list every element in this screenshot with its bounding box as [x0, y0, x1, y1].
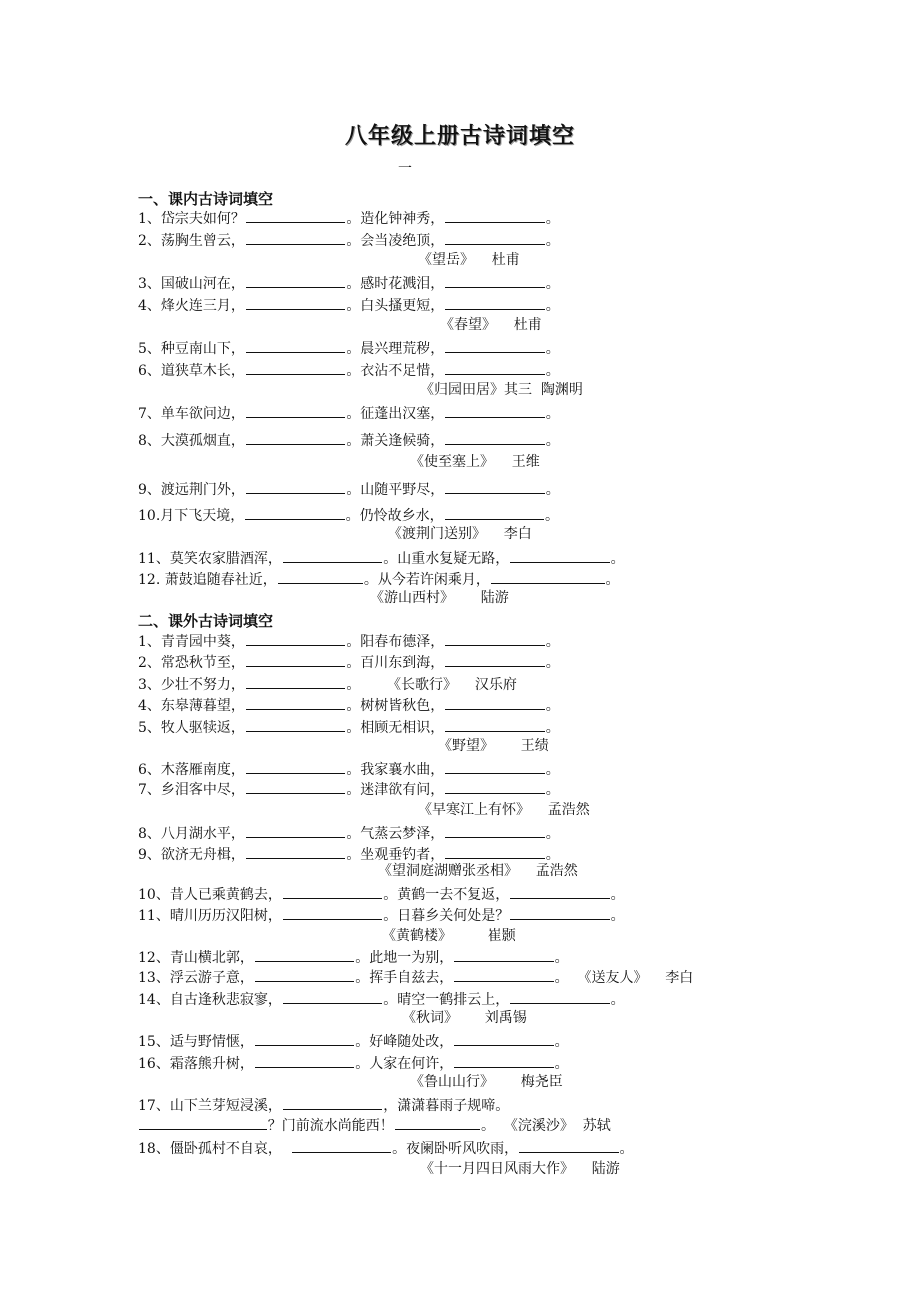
- answer-blank[interactable]: [255, 1031, 354, 1046]
- answer-blank[interactable]: [139, 1115, 267, 1130]
- fill-in-line: 7、单车欲问边， 。征蓬出汉塞， 。: [138, 403, 560, 422]
- fill-in-line: 4、东皋薄暮望， 。树树皆秋色， 。: [138, 695, 560, 714]
- answer-blank[interactable]: [445, 759, 544, 774]
- answer-blank[interactable]: [510, 548, 609, 563]
- poem-source: 《野望》 王绩: [438, 738, 549, 754]
- section-heading: 二、课外古诗词填空: [138, 612, 274, 630]
- poem-source: 《春望》 杜甫: [440, 317, 542, 333]
- answer-blank[interactable]: [255, 967, 354, 982]
- answer-blank[interactable]: [246, 338, 345, 353]
- answer-blank[interactable]: [445, 208, 544, 223]
- poem-source: 《鲁山山行》 梅尧臣: [410, 1074, 563, 1090]
- answer-blank[interactable]: [246, 823, 345, 838]
- answer-blank[interactable]: [246, 273, 345, 288]
- poem-source: 《使至塞上》 王维: [410, 454, 540, 470]
- fill-in-line: 18、僵卧孤村不自哀， 。夜阑卧听风吹雨， 。: [138, 1138, 634, 1157]
- answer-blank[interactable]: [445, 403, 544, 418]
- answer-blank[interactable]: [246, 479, 345, 494]
- answer-blank[interactable]: [246, 631, 345, 646]
- fill-in-line: 2、荡胸生曾云， 。会当凌绝顶， 。: [138, 230, 560, 249]
- answer-blank[interactable]: [445, 779, 544, 794]
- answer-blank[interactable]: [283, 548, 382, 563]
- answer-blank[interactable]: [445, 360, 544, 375]
- fill-in-line: 11、晴川历历汉阳树， 。日暮乡关何处是？ 。: [138, 905, 625, 924]
- answer-blank[interactable]: [510, 989, 609, 1004]
- fill-in-line: 12. 萧鼓追随春社近， 。从今若许闲乘月， 。: [138, 569, 620, 588]
- answer-blank[interactable]: [283, 989, 382, 1004]
- fill-in-line: 1、岱宗夫如何？ 。造化钟神秀， 。: [138, 208, 560, 227]
- answer-blank[interactable]: [246, 717, 345, 732]
- poem-source: 《渡荆门送别》 李白: [388, 526, 532, 542]
- answer-blank[interactable]: [454, 947, 553, 962]
- answer-blank[interactable]: [283, 905, 382, 920]
- fill-in-line: 12、青山横北郭， 。此地一为别， 。: [138, 947, 569, 966]
- fill-in-line: 5、牧人驱犊返， 。相顾无相识， 。: [138, 717, 560, 736]
- answer-blank[interactable]: [454, 1053, 553, 1068]
- section-heading: 一、课内古诗词填空: [138, 190, 274, 208]
- poem-source: 《早寒江上有怀》 孟浩然: [418, 802, 590, 818]
- answer-blank[interactable]: [246, 295, 345, 310]
- page-number: 一: [398, 161, 412, 177]
- fill-in-line: 1、青青园中葵， 。阳春布德泽， 。: [138, 631, 560, 650]
- poem-source: 《游山西村》 陆游: [370, 590, 509, 606]
- fill-in-line: 15、适与野情惬， 。好峰随处改， 。: [138, 1031, 569, 1050]
- answer-blank[interactable]: [445, 823, 544, 838]
- answer-blank[interactable]: [246, 695, 345, 710]
- fill-in-line: 9、渡远荆门外， 。山随平野尽， 。: [138, 479, 560, 498]
- poem-source: 《秋词》 刘禹锡: [402, 1010, 527, 1026]
- answer-blank[interactable]: [246, 779, 345, 794]
- fill-in-line: 14、自古逢秋悲寂寥， 。晴空一鹤排云上， 。: [138, 989, 625, 1008]
- answer-blank[interactable]: [454, 967, 553, 982]
- fill-in-line: 10、昔人已乘黄鹤去， 。黄鹤一去不复返， 。: [138, 884, 625, 903]
- answer-blank[interactable]: [445, 295, 544, 310]
- fill-in-line: 5、种豆南山下， 。晨兴理荒秽， 。: [138, 338, 560, 357]
- poem-source: 《望洞庭湖赠张丞相》 孟浩然: [378, 863, 578, 879]
- answer-blank[interactable]: [510, 905, 609, 920]
- answer-blank[interactable]: [445, 430, 544, 445]
- answer-blank[interactable]: [283, 1095, 382, 1110]
- answer-blank[interactable]: [445, 844, 544, 859]
- answer-blank[interactable]: [445, 695, 544, 710]
- answer-blank[interactable]: [246, 208, 345, 223]
- fill-in-line: 3、少壮不努力， 。 《长歌行》 汉乐府: [138, 674, 517, 693]
- answer-blank[interactable]: [445, 631, 544, 646]
- answer-blank[interactable]: [246, 652, 345, 667]
- answer-blank[interactable]: [283, 884, 382, 899]
- fill-in-line: 9、欲济无舟楫， 。坐观垂钓者， 。: [138, 844, 560, 863]
- answer-blank[interactable]: [519, 1138, 618, 1153]
- fill-in-line: ？门前流水尚能西！ 。 《浣溪沙》 苏轼: [138, 1115, 611, 1134]
- fill-in-line: 8、大漠孤烟直， 。萧关逢候骑， 。: [138, 430, 560, 449]
- answer-blank[interactable]: [445, 652, 544, 667]
- fill-in-line: 11、莫笑农家腊酒浑， 。山重水复疑无路， 。: [138, 548, 625, 567]
- answer-blank[interactable]: [445, 338, 544, 353]
- fill-in-line: 17、山下兰芽短浸溪， ，潇潇暮雨子规啼。: [138, 1095, 509, 1114]
- answer-blank[interactable]: [445, 505, 544, 520]
- answer-blank[interactable]: [246, 230, 345, 245]
- answer-blank[interactable]: [395, 1115, 480, 1130]
- answer-blank[interactable]: [445, 717, 544, 732]
- fill-in-line: 7、乡泪客中尽， 。迷津欲有问， 。: [138, 779, 560, 798]
- answer-blank[interactable]: [246, 360, 345, 375]
- poem-source: 《十一月四日风雨大作》 陆游: [420, 1161, 620, 1177]
- answer-blank[interactable]: [246, 759, 345, 774]
- poem-source: 《归园田居》其三 陶渊明: [420, 382, 583, 398]
- answer-blank[interactable]: [246, 674, 345, 689]
- fill-in-line: 8、八月湖水平， 。气蒸云梦泽， 。: [138, 823, 560, 842]
- answer-blank[interactable]: [255, 947, 354, 962]
- answer-blank[interactable]: [445, 230, 544, 245]
- fill-in-line: 16、霜落熊升树， 。人家在何许， 。: [138, 1053, 569, 1072]
- page-title: 八年级上册古诗词填空: [344, 124, 575, 149]
- answer-blank[interactable]: [292, 1138, 391, 1153]
- answer-blank[interactable]: [491, 569, 605, 584]
- poem-source: 《黄鹤楼》 崔颢: [382, 928, 516, 944]
- fill-in-line: 10.月下飞天境， 。仍怜故乡水， 。: [138, 505, 559, 524]
- answer-blank[interactable]: [445, 479, 544, 494]
- answer-blank[interactable]: [246, 844, 345, 859]
- poem-source: 《望岳》 杜甫: [418, 252, 520, 268]
- fill-in-line: 13、浮云游子意， 。挥手自兹去， 。 《送友人》 李白: [138, 967, 693, 986]
- answer-blank[interactable]: [510, 884, 609, 899]
- fill-in-line: 4、烽火连三月， 。白头搔更短， 。: [138, 295, 560, 314]
- fill-in-line: 6、道狭草木长， 。衣沾不足惜， 。: [138, 360, 560, 379]
- answer-blank[interactable]: [445, 273, 544, 288]
- answer-blank[interactable]: [246, 430, 345, 445]
- fill-in-line: 3、国破山河在， 。感时花溅泪， 。: [138, 273, 560, 292]
- answer-blank[interactable]: [454, 1031, 553, 1046]
- answer-blank[interactable]: [278, 569, 363, 584]
- answer-blank[interactable]: [245, 505, 344, 520]
- fill-in-line: 6、木落雁南度， 。我家襄水曲， 。: [138, 759, 560, 778]
- fill-in-line: 2、常恐秋节至， 。百川东到海， 。: [138, 652, 560, 671]
- answer-blank[interactable]: [246, 403, 345, 418]
- answer-blank[interactable]: [255, 1053, 354, 1068]
